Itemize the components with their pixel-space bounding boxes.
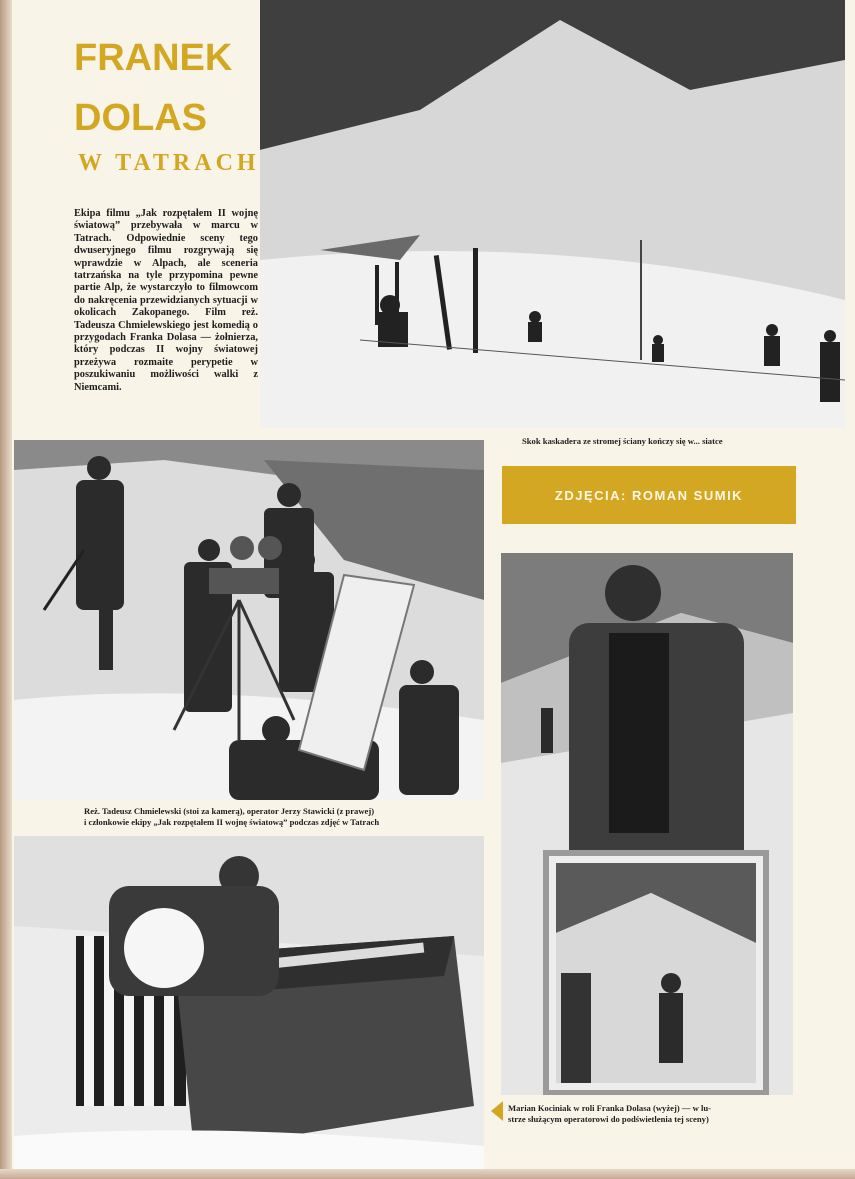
photo-mirror-scene-image xyxy=(501,553,793,1095)
photo-snowball-actor-image xyxy=(14,836,484,1171)
photo-film-crew-image xyxy=(14,440,484,800)
photo-film-crew xyxy=(14,440,484,800)
article-intro: Ekipa filmu „Jak rozpętałem II wojnę światową” przebywała w marcu w Tatrach. Odpowiednie sceny tego dwuseryjnego filmu rozgrywają się wprawdzie w Alpach, ale sceneria tatrzańska na tyle przypomina pewne partie Alp, że wystarczyło to filmowcom do nakręcenia przewidzianych sytuacji w okolicach Zakopanego. Film reż. Tadeusza Chmielewskiego jest komedią o przygodach Franka Dolasa — żołnierza, który podczas II wojny światowej przeżywa rozmaite perypetie w poszukiwaniu możliwości walki z Niemcami. xyxy=(74,208,258,393)
article-title xyxy=(74,28,232,148)
article-subtitle: W TATRACH xyxy=(78,150,260,176)
title-line-1: FRANEK xyxy=(74,37,233,79)
page-edge-shadow xyxy=(0,0,12,1179)
caption-mirror-photo xyxy=(508,1103,798,1125)
photo-stunt-slope xyxy=(260,0,845,428)
photo-credit-banner xyxy=(502,466,796,524)
page-bottom-edge xyxy=(0,1169,855,1179)
caption-crew-photo xyxy=(84,806,484,828)
caption-mirror-line-1: Marian Kociniak w roli Franka Dolasa (wyżej) — w lu- xyxy=(508,1103,711,1113)
title-line-2: DOLAS xyxy=(74,97,207,139)
caption-arrow-marker xyxy=(491,1101,503,1121)
caption-mirror-line-2: strze służącym operatorowi do podświetlenia tej sceny) xyxy=(508,1114,709,1124)
photo-mirror-scene xyxy=(501,553,793,1095)
photo-credit-text: ZDJĘCIA: ROMAN SUMIK xyxy=(554,487,744,503)
photo-stunt-slope-image xyxy=(260,0,845,428)
caption-crew-line-1: Reż. Tadeusz Chmielewski (stoi za kamerą), operator Jerzy Stawicki (z prawej) xyxy=(84,806,375,816)
photo-snowball-actor xyxy=(14,836,484,1171)
caption-crew-line-2: i członkowie ekipy „Jak rozpętałem II wojnę światową” podczas zdjęć w Tatrach xyxy=(84,817,380,827)
caption-top-photo: Skok kaskadera ze stromej ściany kończy się w... siatce xyxy=(522,436,723,446)
